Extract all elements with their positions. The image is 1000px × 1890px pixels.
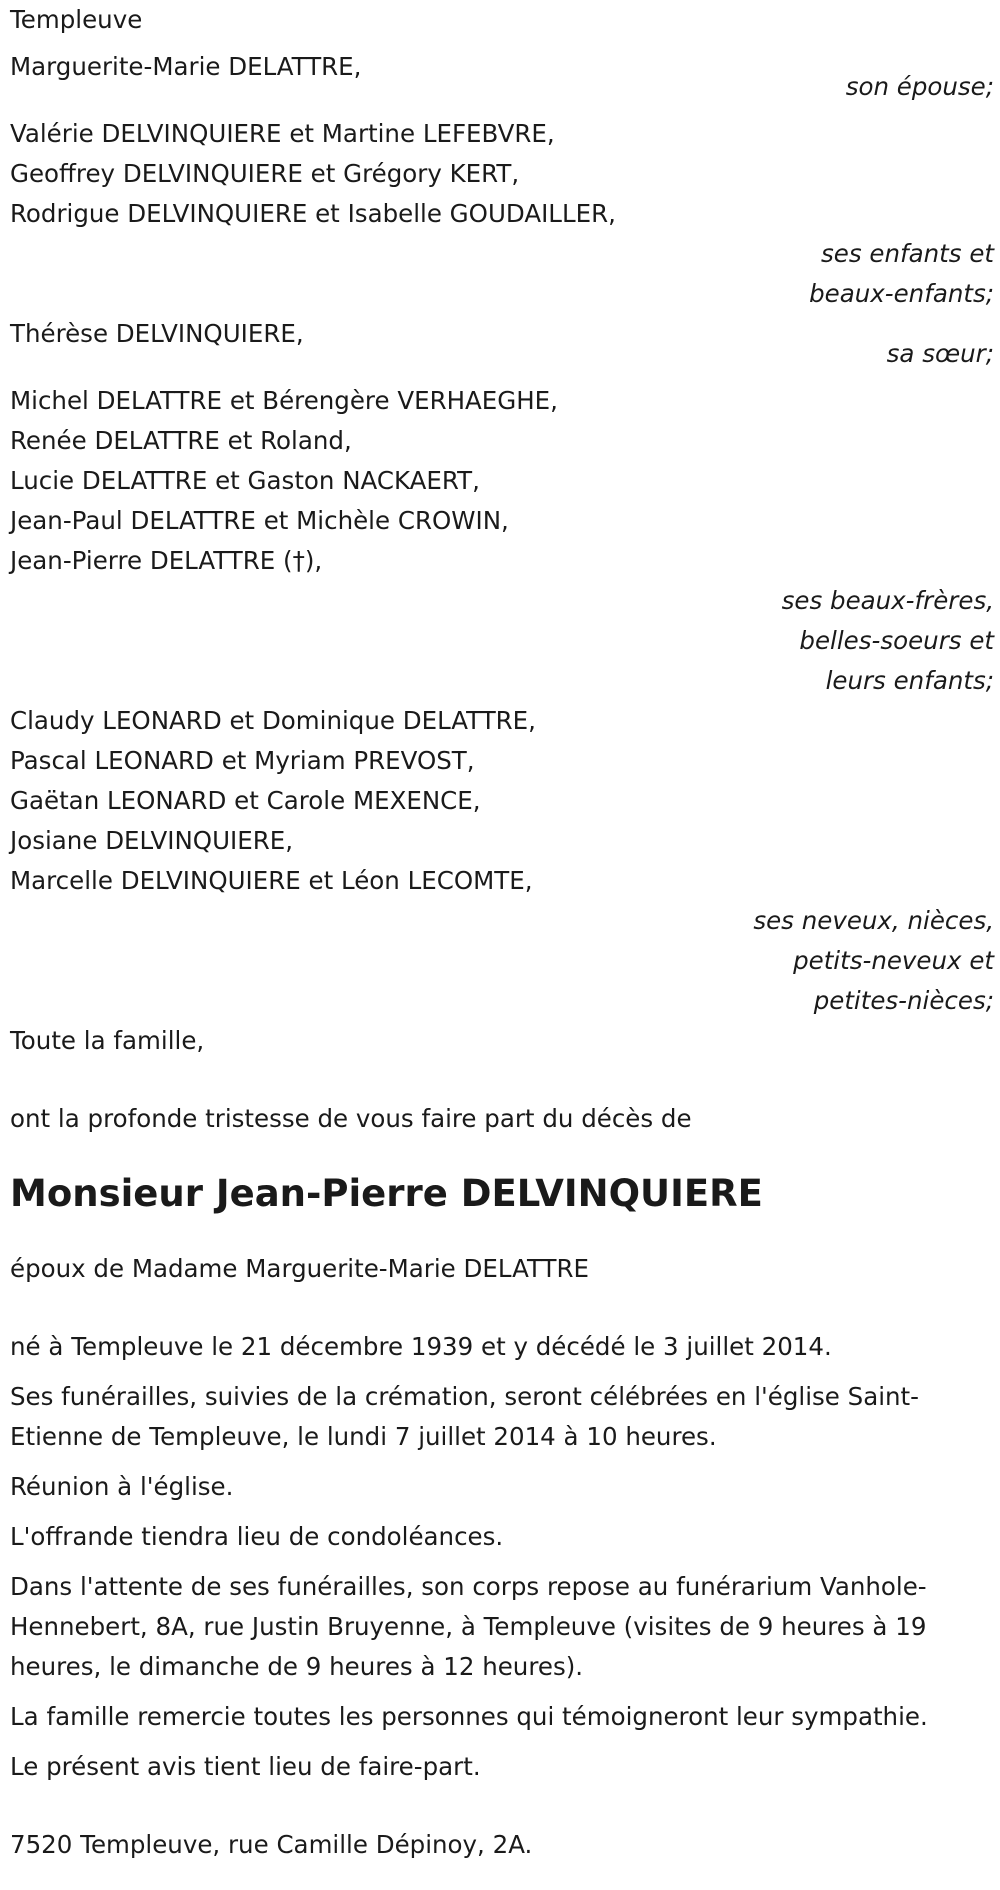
relation-label: beaux-enfants; [809, 279, 994, 308]
birth-death-paragraph: né à Templeuve le 21 décembre 1939 et y décédé le 3 juillet 2014. [10, 1332, 832, 1361]
family-member-name: Claudy LEONARD et Dominique DELATTRE, [10, 706, 536, 735]
family-group-nephews [10, 701, 994, 1021]
relation-label: sa sœur; [886, 339, 994, 368]
family-member-name: Marguerite-Marie DELATTRE, [10, 52, 362, 81]
family-group-sister [10, 314, 994, 374]
relation-label: petites-nièces; [813, 986, 994, 1015]
family-group-children [10, 114, 994, 314]
announcement-line: ont la profonde tristesse de vous faire part du décès de [10, 1104, 692, 1133]
family-member-name: Lucie DELATTRE et Gaston NACKAERT, [10, 466, 480, 495]
family-member-name: Gaëtan LEONARD et Carole MEXENCE, [10, 786, 481, 815]
thanks-paragraph: La famille remercie toutes les personnes qui témoigneront leur sympathie. [10, 1702, 928, 1731]
relation-label: ses neveux, nièces, [753, 906, 994, 935]
funeral-paragraph: Ses funérailles, suivies de la crémation, seront célébrées en l'église Saint-Etienne de Templeuve, le lundi 7 juillet 2014 à 10 heures. [10, 1382, 920, 1451]
family-member-name: Michel DELATTRE et Bérengère VERHAEGHE, [10, 386, 558, 415]
whole-family-line: Toute la famille, [10, 1026, 205, 1055]
location-heading: Templeuve [10, 5, 143, 34]
notice-document [10, 0, 994, 1865]
family-member-name: Renée DELATTRE et Roland, [10, 426, 352, 455]
address-line: 7520 Templeuve, rue Camille Dépinoy, 2A. [10, 1830, 533, 1859]
family-member-name: Thérèse DELVINQUIERE, [10, 319, 304, 348]
notice-paragraphs [10, 1327, 994, 1787]
relation-label: ses beaux-frères, [781, 586, 994, 615]
family-member-name: Josiane DELVINQUIERE, [10, 826, 294, 855]
family-member-name: Geoffrey DELVINQUIERE et Grégory KERT, [10, 159, 520, 188]
funerarium-paragraph: Dans l'attente de ses funérailles, son corps repose au funérarium Vanhole-Hennebert, 8A, rue Justin Bruyenne, à Templeuve (visites de 9 heures à 19 heures, le dimanche de 9 heures à 12 heures). [10, 1572, 927, 1681]
meeting-paragraph: Réunion à l'église. [10, 1472, 234, 1501]
notice-paragraph: Le présent avis tient lieu de faire-part. [10, 1752, 481, 1781]
spouse-line: époux de Madame Marguerite-Marie DELATTRE [10, 1254, 589, 1283]
family-group-in-laws [10, 381, 994, 701]
family-member-name: Pascal LEONARD et Myriam PREVOST, [10, 746, 475, 775]
family-member-name: Marcelle DELVINQUIERE et Léon LECOMTE, [10, 866, 533, 895]
relation-label: petits-neveux et [793, 946, 994, 975]
family-member-name: Jean-Paul DELATTRE et Michèle CROWIN, [10, 506, 509, 535]
relation-label: belles-soeurs et [799, 626, 994, 655]
relation-label: ses enfants et [821, 239, 994, 268]
relation-label: son épouse; [845, 72, 994, 101]
deceased-name: Monsieur Jean-Pierre DELVINQUIERE [10, 1172, 763, 1215]
relation-label: leurs enfants; [825, 666, 994, 695]
family-group-spouse [10, 47, 994, 107]
family-member-name: Rodrigue DELVINQUIERE et Isabelle GOUDAILLER, [10, 199, 616, 228]
family-member-name: Jean-Pierre DELATTRE (†), [10, 546, 323, 575]
offering-paragraph: L'offrande tiendra lieu de condoléances. [10, 1522, 504, 1551]
family-member-name: Valérie DELVINQUIERE et Martine LEFEBVRE, [10, 119, 555, 148]
